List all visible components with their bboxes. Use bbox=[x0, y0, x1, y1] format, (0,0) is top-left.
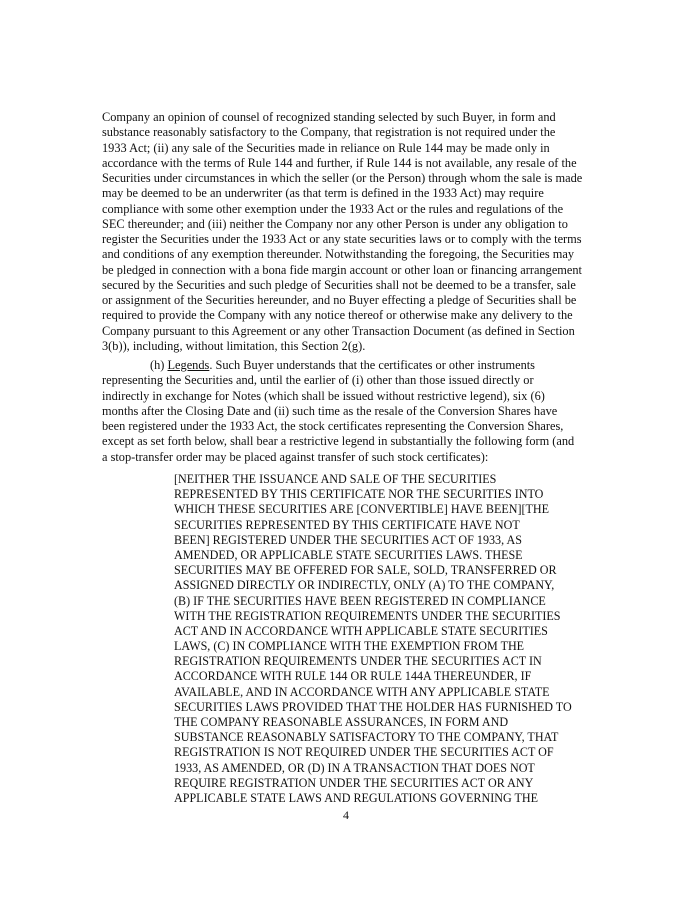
legend-line: BEEN] REGISTERED UNDER THE SECURITIES ACT OF 1933, AS bbox=[174, 532, 522, 547]
legend-line: REGISTRATION IS NOT REQUIRED UNDER THE SECURITIES ACT OF bbox=[174, 745, 554, 760]
legend-line: (B) IF THE SECURITIES HAVE BEEN REGISTERED IN COMPLIANCE bbox=[174, 593, 546, 608]
legend-line: THE COMPANY REASONABLE ASSURANCES, IN FORM AND bbox=[174, 715, 509, 729]
paragraph-line: required to provide the Company with any notice thereof or otherwise make any delivery to the bbox=[102, 308, 573, 323]
section-h-legends bbox=[102, 358, 574, 465]
paragraph-line: 1933 Act; (ii) any sale of the Securities made in reliance on Rule 144 may be made only in bbox=[102, 140, 550, 155]
legend-line: AMENDED, OR APPLICABLE STATE SECURITIES LAWS. THESE bbox=[174, 547, 523, 562]
legend-line: REQUIRE REGISTRATION UNDER THE SECURITIES ACT OR ANY bbox=[174, 775, 534, 790]
paragraph-line: accordance with the terms of Rule 144 and further, if Rule 144 is not available, any resale of the bbox=[102, 155, 577, 170]
paragraph-line: Company an opinion of counsel of recognized standing selected by such Buyer, in form and bbox=[102, 110, 556, 124]
legend-line: 1933, AS AMENDED, OR (D) IN A TRANSACTION THAT DOES NOT bbox=[174, 760, 535, 775]
legend-line: AVAILABLE, AND IN ACCORDANCE WITH ANY APPLICABLE STATE bbox=[174, 684, 550, 699]
section-h-first-line bbox=[102, 358, 574, 373]
paragraph-line: months after the Closing Date and (ii) such time as the resale of the Conversion Shares have bbox=[102, 403, 558, 418]
paragraph-continued bbox=[102, 110, 582, 354]
paragraph-line: or assignment of the Securities hereunder, and no Buyer effecting a pledge of Securities shall be bbox=[102, 293, 577, 307]
page-number: 4 bbox=[343, 808, 349, 822]
legend-line: REPRESENTED BY THIS CERTIFICATE NOR THE SECURITIES INTO bbox=[174, 487, 544, 502]
legend-line: ACCORDANCE WITH RULE 144 OR RULE 144A THEREUNDER, IF bbox=[174, 669, 532, 684]
paragraph-line: be pledged in connection with a bona fide margin account or other loan or financing arrangement bbox=[102, 262, 582, 277]
paragraph-line: 3(b)), including, without limitation, this Section 2(g). bbox=[102, 338, 366, 353]
paragraph-line: except as set forth below, shall bear a restrictive legend in substantially the following form (and bbox=[102, 434, 575, 449]
legend-line: LAWS, (C) IN COMPLIANCE WITH THE EXEMPTION FROM THE bbox=[174, 639, 525, 654]
section-h-first-line-text: . Such Buyer understands that the certificates or other instruments bbox=[209, 358, 535, 372]
paragraph-line: a stop-transfer order may be placed against transfer of such stock certificates): bbox=[102, 449, 489, 464]
paragraph-line: indirectly in exchange for Notes (which shall be issued without restrictive legend), six (6) bbox=[102, 388, 545, 403]
legend-line: SECURITIES REPRESENTED BY THIS CERTIFICATE HAVE NOT bbox=[174, 517, 520, 532]
paragraph-line: and conditions of any exemption thereunder. Notwithstanding the foregoing, the Securities may bbox=[102, 247, 575, 262]
legend-line: WHICH THESE SECURITIES ARE [CONVERTIBLE] HAVE BEEN][THE bbox=[174, 502, 550, 517]
section-marker: (h) bbox=[150, 358, 165, 372]
paragraph-line: secured by the Securities and such pledge of Securities shall not be deemed to be a transfer, sale bbox=[102, 277, 576, 292]
legend-line: [NEITHER THE ISSUANCE AND SALE OF THE SECURITIES bbox=[174, 472, 497, 486]
legend-line: WITH THE REGISTRATION REQUIREMENTS UNDER THE SECURITIES bbox=[174, 608, 561, 623]
legend-line: ASSIGNED DIRECTLY OR INDIRECTLY, ONLY (A) TO THE COMPANY, bbox=[174, 578, 555, 593]
paragraph-line: substance reasonably satisfactory to the Company, that registration is not required under the bbox=[102, 125, 556, 140]
legend-line: APPLICABLE STATE LAWS AND REGULATIONS GOVERNING THE bbox=[174, 790, 539, 805]
legend-line: ACT AND IN ACCORDANCE WITH APPLICABLE STATE SECURITIES bbox=[174, 623, 548, 638]
legend-line: SUBSTANCE REASONABLY SATISFACTORY TO THE COMPANY, THAT bbox=[174, 730, 559, 745]
paragraph-line: may be deemed to be an underwriter (as that term is defined in the 1933 Act) may require bbox=[102, 186, 544, 201]
section-heading: Legends bbox=[167, 358, 210, 372]
paragraph-line: Securities under circumstances in which the seller (or the Person) through whom the sale is made bbox=[102, 171, 583, 185]
paragraph-line: representing the Securities and, until the earlier of (i) other than those issued directly or bbox=[102, 373, 534, 388]
legend-line: SECURITIES LAWS PROVIDED THAT THE HOLDER HAS FURNISHED TO bbox=[174, 699, 572, 714]
paragraph-line: Company pursuant to this Agreement or any other Transaction Document (as defined in Section bbox=[102, 323, 575, 338]
paragraph-line: register the Securities under the 1933 Act or any state securities laws or to comply with the terms bbox=[102, 232, 582, 246]
paragraph-line: compliance with some other exemption under the 1933 Act or the rules and regulations of the bbox=[102, 201, 564, 216]
restrictive-legend-block bbox=[174, 472, 572, 806]
paragraph-line: been registered under the 1933 Act, the stock certificates representing the Conversion Shares, bbox=[102, 419, 564, 433]
legend-line: SECURITIES MAY BE OFFERED FOR SALE, SOLD, TRANSFERRED OR bbox=[174, 563, 557, 578]
legend-line: REGISTRATION REQUIREMENTS UNDER THE SECURITIES ACT IN bbox=[174, 654, 542, 669]
paragraph-line: SEC thereunder; and (iii) neither the Company nor any other Person is under any obligation to bbox=[102, 216, 568, 231]
